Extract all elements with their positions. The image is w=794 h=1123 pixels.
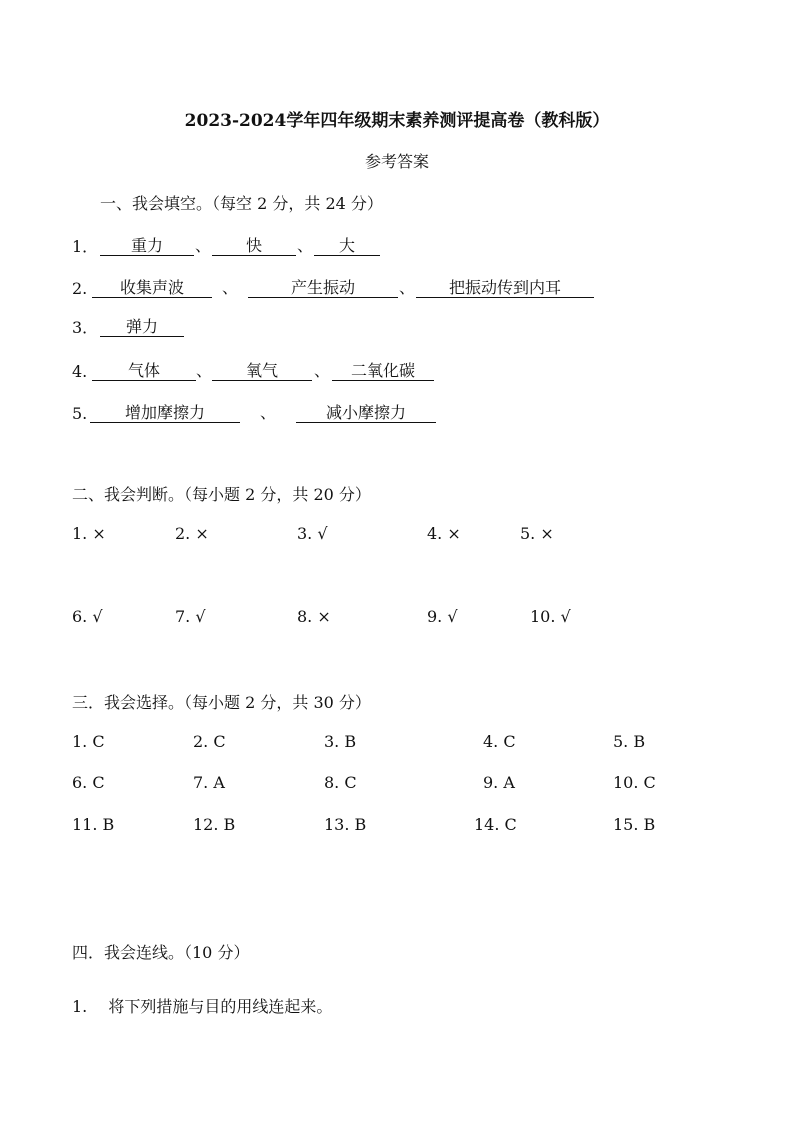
fill-answer: 收集声波 bbox=[92, 278, 212, 298]
fill-row-number: 1． bbox=[72, 237, 99, 256]
section1-heading: 一、我会填空。（每空 2 分，共 24 分） bbox=[100, 194, 383, 213]
judge-item: 10. √ bbox=[530, 607, 571, 626]
choice-item: 5. B bbox=[613, 732, 646, 751]
page-subtitle: 参考答案 bbox=[364, 152, 429, 171]
fill-answer: 重力 bbox=[100, 236, 194, 256]
fill-row-number: 2. bbox=[72, 279, 88, 298]
separator: 、 bbox=[296, 236, 313, 255]
choice-item: 15. B bbox=[613, 815, 656, 834]
separator: 、 bbox=[196, 361, 213, 380]
fill-answer: 把振动传到内耳 bbox=[416, 278, 594, 298]
choice-item: 6. C bbox=[72, 773, 105, 792]
fill-row-number: 3． bbox=[72, 318, 99, 337]
judge-item: 9. √ bbox=[427, 607, 458, 626]
choice-item: 11. B bbox=[72, 815, 115, 834]
section3-heading: 三．我会选择。（每小题 2 分，共 30 分） bbox=[72, 693, 371, 712]
fill-row-number: 5. bbox=[72, 404, 88, 423]
separator: 、 bbox=[194, 236, 211, 255]
fill-row-3 bbox=[72, 317, 184, 337]
choice-item: 7. A bbox=[193, 773, 225, 792]
page-title: 2023-2024学年四年级期末素养测评提高卷（教科版） bbox=[184, 111, 610, 131]
judge-item: 7. √ bbox=[175, 607, 206, 626]
fill-answer: 快 bbox=[212, 236, 296, 256]
judge-item: 5. × bbox=[520, 524, 554, 543]
separator: 、 bbox=[313, 361, 330, 380]
fill-row-4 bbox=[72, 358, 434, 381]
section4-heading: 四．我会连线。（10 分） bbox=[72, 943, 250, 962]
fill-answer: 弹力 bbox=[100, 317, 184, 337]
judge-item: 8. × bbox=[297, 607, 331, 626]
choice-item: 9. A bbox=[483, 773, 515, 792]
choice-item: 14. C bbox=[474, 815, 517, 834]
fill-row-2 bbox=[72, 275, 594, 298]
choice-item: 8. C bbox=[324, 773, 357, 792]
fill-answer: 增加摩擦力 bbox=[90, 403, 240, 423]
separator: 、 bbox=[221, 278, 238, 297]
judge-item: 1. × bbox=[72, 524, 106, 543]
choice-item: 3. B bbox=[324, 732, 357, 751]
fill-answer: 气体 bbox=[92, 361, 196, 381]
judge-item: 4. × bbox=[427, 524, 461, 543]
section2-heading: 二、我会判断。（每小题 2 分，共 20 分） bbox=[72, 485, 371, 504]
judge-item: 6. √ bbox=[72, 607, 103, 626]
choice-item: 1. C bbox=[72, 732, 105, 751]
choice-item: 13. B bbox=[324, 815, 367, 834]
separator: 、 bbox=[259, 403, 276, 422]
matching-instruction: 1. 将下列措施与目的用线连起来。 bbox=[72, 997, 333, 1016]
fill-answer: 产生振动 bbox=[248, 278, 398, 298]
judge-item: 3. √ bbox=[297, 524, 328, 543]
separator: 、 bbox=[398, 278, 415, 297]
fill-row-1 bbox=[72, 233, 380, 256]
choice-item: 4. C bbox=[483, 732, 516, 751]
fill-row-5 bbox=[72, 400, 436, 423]
choice-item: 12. B bbox=[193, 815, 236, 834]
choice-item: 10. C bbox=[613, 773, 656, 792]
fill-answer: 减小摩擦力 bbox=[296, 403, 436, 423]
judge-item: 2. × bbox=[175, 524, 209, 543]
choice-item: 2. C bbox=[193, 732, 226, 751]
fill-answer: 氧气 bbox=[212, 361, 312, 381]
fill-answer: 二氧化碳 bbox=[332, 361, 434, 381]
fill-row-number: 4. bbox=[72, 362, 88, 381]
fill-answer: 大 bbox=[314, 236, 380, 256]
